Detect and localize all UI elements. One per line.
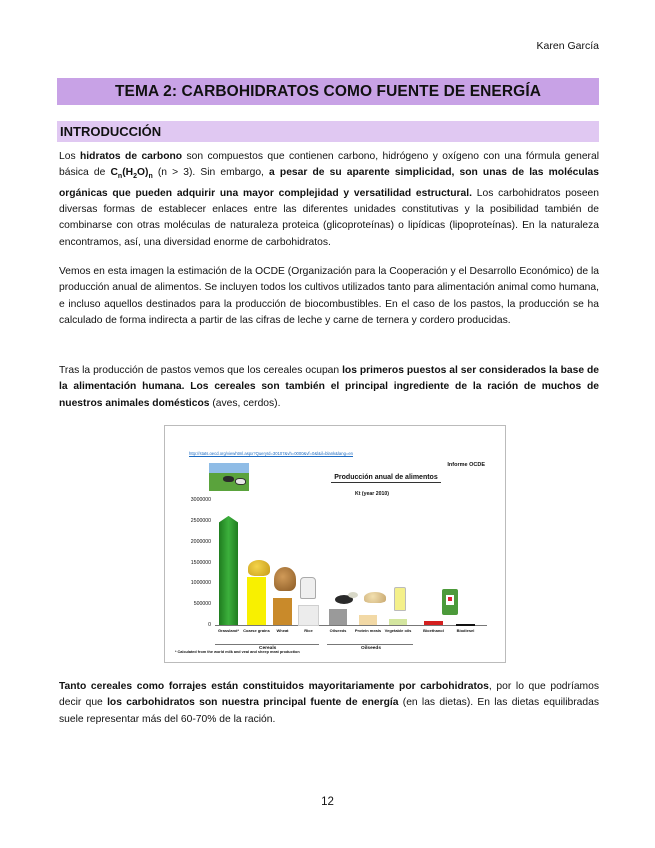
- text-run: , por lo que podríamos decir que: [59, 681, 600, 709]
- bar-grassland: [219, 516, 238, 625]
- category-label: Vegetable oils: [384, 628, 412, 633]
- cereals-group-label: Cereals: [259, 646, 277, 651]
- rice-icon: [300, 577, 316, 599]
- ocde-paragraph: Vemos en esta imagen la estimación de la OCDE (Organización para la Cooperación y el Desarrollo Económico) de la producción anual de alimentos. Se incluyen todos los cultivos utilizados tanto para alimentación animal como humana, e incluso aquellos destinados para la producción de biocombustibles. En el caso de los pastos, la producción se ha calculado de forma indirecta a partir de las cifras de leche y carne de ternera y cordero producidas.: [59, 266, 599, 326]
- bar-oilseeds: [329, 609, 347, 625]
- text-run: Los: [59, 151, 81, 162]
- y-tick-label: 1000000: [190, 580, 211, 587]
- bar-wheat: [273, 598, 292, 625]
- section-heading: INTRODUCCIÓN: [57, 121, 599, 142]
- cereals-group-line: [215, 644, 319, 645]
- y-tick-label: 500000: [193, 601, 211, 608]
- bar-coarse-grains: [247, 577, 266, 625]
- category-label: Oilseeds: [329, 628, 347, 633]
- production-chart-figure: [164, 425, 506, 663]
- category-label: Protein meals: [354, 628, 382, 633]
- cereals-paragraph: [59, 363, 599, 412]
- coarse-grains-icon: [248, 560, 270, 576]
- bold-text: los primeros puestos al ser considerados la base de la alimentación humana. Los cereales son también el principal ingrediente de la ración de muchos de nuestros animales domésticos: [59, 365, 599, 409]
- text-run: (aves, cerdos).: [209, 397, 281, 409]
- text-run: (en las dietas). En las dietas equilibradas suele representar más del 60-70% de la ración.: [59, 697, 599, 725]
- bioethanol-can-icon: [442, 589, 458, 615]
- y-tick-label: 2000000: [190, 538, 211, 545]
- vegetable-oil-icon: [394, 587, 406, 611]
- oilseeds-group-label: Oilseeds: [361, 646, 381, 651]
- formula: $C_n(H_2O)_n$: [110, 167, 153, 181]
- text-run: (n > 3). Sin embargo,: [152, 167, 270, 179]
- bar-biodiesel: [456, 624, 475, 626]
- y-tick-label: 1500000: [190, 559, 211, 566]
- bar-protein-meals: [359, 615, 377, 625]
- bold-text: a pesar de su aparente simplicidad, son unas de las moléculas orgánicas que pueden adquirir una mayor complejidad y versatilidad estructural.: [59, 167, 600, 199]
- category-label: Bioethanol: [423, 628, 444, 633]
- cow-icon: [235, 478, 246, 485]
- grassland-cows-image: [209, 463, 249, 491]
- category-label: Rice: [304, 628, 313, 633]
- page-title: TEMA 2: CARBOHIDRATOS COMO FUENTE DE ENERGÍA: [57, 78, 599, 105]
- author-name: Karen García: [536, 40, 599, 52]
- text-run: son compuestos que contienen carbono, hidrógeno y oxígeno con una fórmula general básica de: [59, 151, 599, 179]
- category-label: Coarse grains: [243, 628, 270, 633]
- chart-footnote: * Calculated from the world milk and veal and sheep meat production: [175, 650, 300, 654]
- bold-text: hidratos de carbono: [80, 151, 183, 162]
- bar-rice: [299, 606, 318, 625]
- bold-text: Tanto cereales como forrajes están constituidos mayoritariamente por carbohidratos: [59, 681, 489, 692]
- intro-paragraph: [59, 149, 599, 251]
- category-label: Biodiesel: [456, 628, 475, 633]
- oilseeds-icon: [348, 592, 358, 598]
- protein-meals-icon: [364, 592, 386, 603]
- text-run: Los carbohidratos poseen diversas formas de establecer enlaces entre las diferentes unidades constitutivas y la posibilidad también de combinarse con otras moléculas de naturaleza proteica (glicoproteínas) o lipídicas (lipoproteínas). En la naturaleza encontramos, así, una diversidad enorme de carbohidratos.: [59, 187, 600, 248]
- conclusion-paragraph: [59, 679, 599, 728]
- bar-bioethanol: [424, 621, 443, 625]
- category-label: Grassland*: [217, 628, 240, 633]
- source-label: Informe OCDE: [447, 462, 485, 468]
- page-number: 12: [321, 796, 334, 808]
- bold-text: los carbohidratos son nuestra principal fuente de energía: [107, 697, 399, 709]
- x-axis-line: [215, 625, 487, 626]
- wheat-icon: [274, 567, 296, 591]
- source-url: http://stats.oecd.org/viewhtml.aspx?QueryId=30107&vh=0000&vf=0&l&il=blank&lang=en: [189, 451, 353, 456]
- text-run: Tras la producción de pastos vemos que los cereales ocupan: [59, 365, 343, 376]
- chart-subtitle: Kt (year 2010): [355, 491, 390, 497]
- y-tick-label: 3000000: [190, 497, 211, 503]
- cow-icon: [223, 476, 234, 482]
- y-tick-label: 2500000: [190, 517, 211, 524]
- oilseeds-group-line: [327, 644, 413, 645]
- y-tick-label: 0: [208, 622, 211, 628]
- category-label: Wheat: [276, 628, 289, 633]
- bar-vegetable-oils: [389, 619, 407, 625]
- chart-title: Producción anual de alimentos: [331, 474, 441, 483]
